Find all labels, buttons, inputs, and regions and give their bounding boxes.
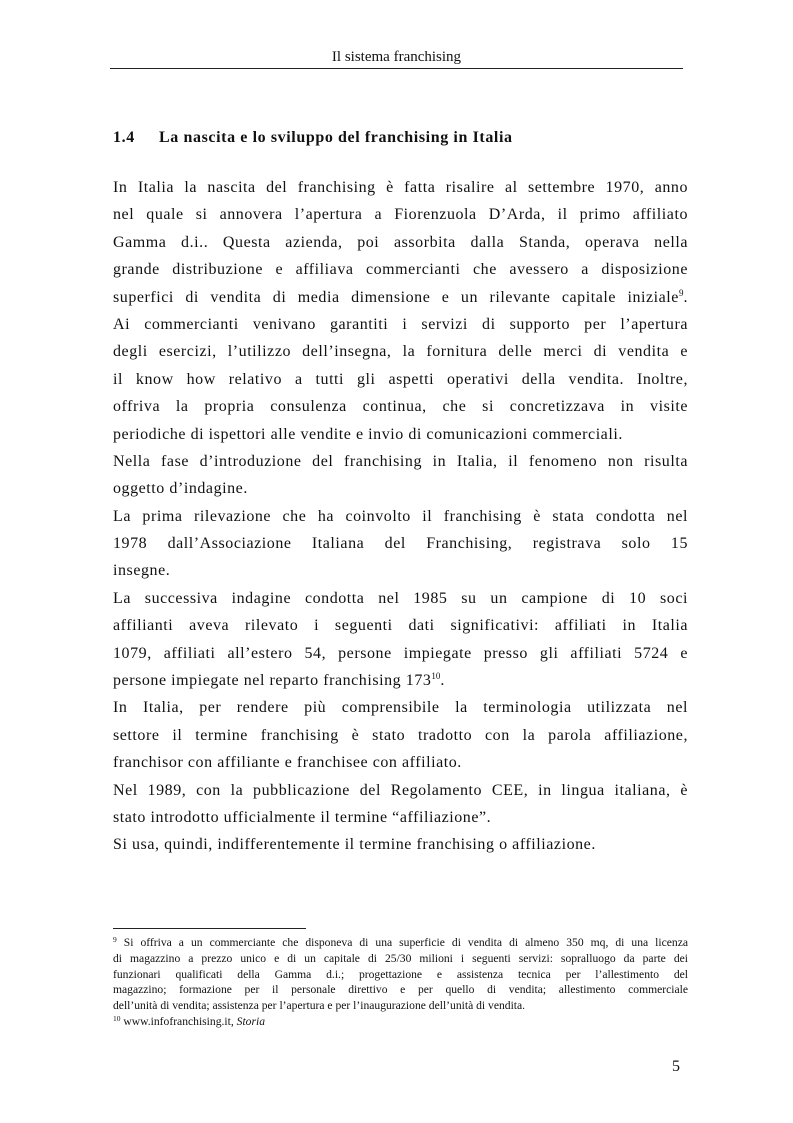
- footnote-line: magazzino; formazione per il personale direttivo e per quello di vendita; allestimento commerciale: [113, 983, 688, 997]
- footnote-10-source: Storia: [236, 1014, 265, 1028]
- body-line: insegne.: [113, 562, 171, 580]
- page-number: 5: [672, 1058, 680, 1075]
- section-heading: [113, 128, 513, 148]
- body-line: 1978 dall’Associazione Italiana del Franchising, registrava solo 15: [113, 535, 688, 553]
- body-line: [113, 667, 688, 694]
- body-line: settore il termine franchising è stato tradotto con la parola affiliazione,: [113, 726, 688, 744]
- body-line: [113, 284, 688, 311]
- body-line: La prima rilevazione che ha coinvolto il franchising è stata condotta nel: [113, 507, 688, 525]
- body-line: Ai commercianti venivano garantiti i servizi di supporto per l’apertura: [113, 315, 688, 333]
- header-rule: [110, 68, 683, 69]
- body-line: Nel 1989, con la pubblicazione del Regolamento CEE, in lingua italiana, è: [113, 781, 688, 799]
- body-line: Si usa, quindi, indifferentemente il termine franchising o affiliazione.: [113, 836, 596, 854]
- body-line: Gamma d.i.. Questa azienda, poi assorbita dalla Standa, operava nella: [113, 233, 688, 251]
- body-line-text: persone impiegate nel reparto franchising 173: [113, 672, 432, 690]
- body-line-punct: .: [440, 672, 445, 690]
- body-line: In Italia la nascita del franchising è fatta risalire al settembre 1970, anno: [113, 179, 688, 196]
- footnote-line: funzionari qualificati della Gamma d.i.; progettazione e assistenza tecnica per l’allestimento del: [113, 967, 688, 981]
- body-line: degli esercizi, l’utilizzo dell’insegna, la fornitura delle merci di vendita e: [113, 343, 688, 361]
- body-text: [113, 174, 688, 859]
- body-line: nel quale si annovera l’apertura a Fiorenzuola D’Arda, il primo affiliato: [113, 206, 688, 224]
- body-line: il know how relativo a tutti gli aspetti operativi della vendita. Inoltre,: [113, 370, 688, 388]
- footnote-ref-10[interactable]: 10: [431, 671, 441, 682]
- body-line-text: superfici di vendita di media dimensione e un rilevante capitale iniziale: [113, 288, 679, 306]
- section-number: 1.4: [113, 129, 135, 146]
- body-line: 1079, affiliati all’estero 54, persone impiegate presso gli affiliati 5724 e: [113, 644, 688, 662]
- footnote-line: Si offriva a un commerciante che disponeva di una superficie di vendita di almeno 350 mq, di una licenza: [116, 936, 688, 949]
- section-title: La nascita e lo sviluppo del franchising in Italia: [159, 129, 513, 146]
- footnotes: [113, 935, 688, 1030]
- body-line: grande distribuzione e affiliava commercianti che avessero a disposizione: [113, 261, 688, 279]
- body-line: oggetto d’indagine.: [113, 480, 248, 498]
- footnote-10-text: www.infofranchising.it,: [120, 1014, 237, 1028]
- footnote-9: [113, 935, 688, 951]
- body-line: offriva la propria consulenza continua, che si concretizzava in visite: [113, 398, 688, 416]
- footnote-rule: [113, 928, 306, 929]
- footnote-marker-9: 9: [113, 935, 117, 944]
- body-line: In Italia, per rendere più comprensibile la terminologia utilizzata nel: [113, 699, 688, 717]
- body-line: affilianti aveva rilevato i seguenti dati significativi: affiliati in Italia: [113, 617, 688, 635]
- body-line-punct: .: [683, 288, 688, 306]
- footnote-ref-9[interactable]: 9: [678, 287, 684, 298]
- body-line: stato introdotto ufficialmente il termine “affiliazione”.: [113, 808, 492, 826]
- body-line: periodiche di ispettori alle vendite e invio di comunicazioni commerciali.: [113, 425, 623, 443]
- body-line: La successiva indagine condotta nel 1985 su un campione di 10 soci: [113, 589, 688, 607]
- footnote-10: [113, 1014, 688, 1030]
- footnote-line: di magazzino a prezzo unico e di un capitale di 25/30 milioni i seguenti servizi: sopralluogo da parte dei: [113, 951, 688, 965]
- footnote-marker-10: 10: [113, 1013, 121, 1023]
- running-header: Il sistema franchising: [331, 49, 462, 65]
- body-line: franchisor con affiliante e franchisee con affiliato.: [113, 754, 462, 772]
- footnote-line: dell’unità di vendita; assistenza per l’apertura e per l’inaugurazione dell’unità di vendita.: [113, 999, 526, 1013]
- body-line: Nella fase d’introduzione del franchising in Italia, il fenomeno non risulta: [113, 452, 688, 470]
